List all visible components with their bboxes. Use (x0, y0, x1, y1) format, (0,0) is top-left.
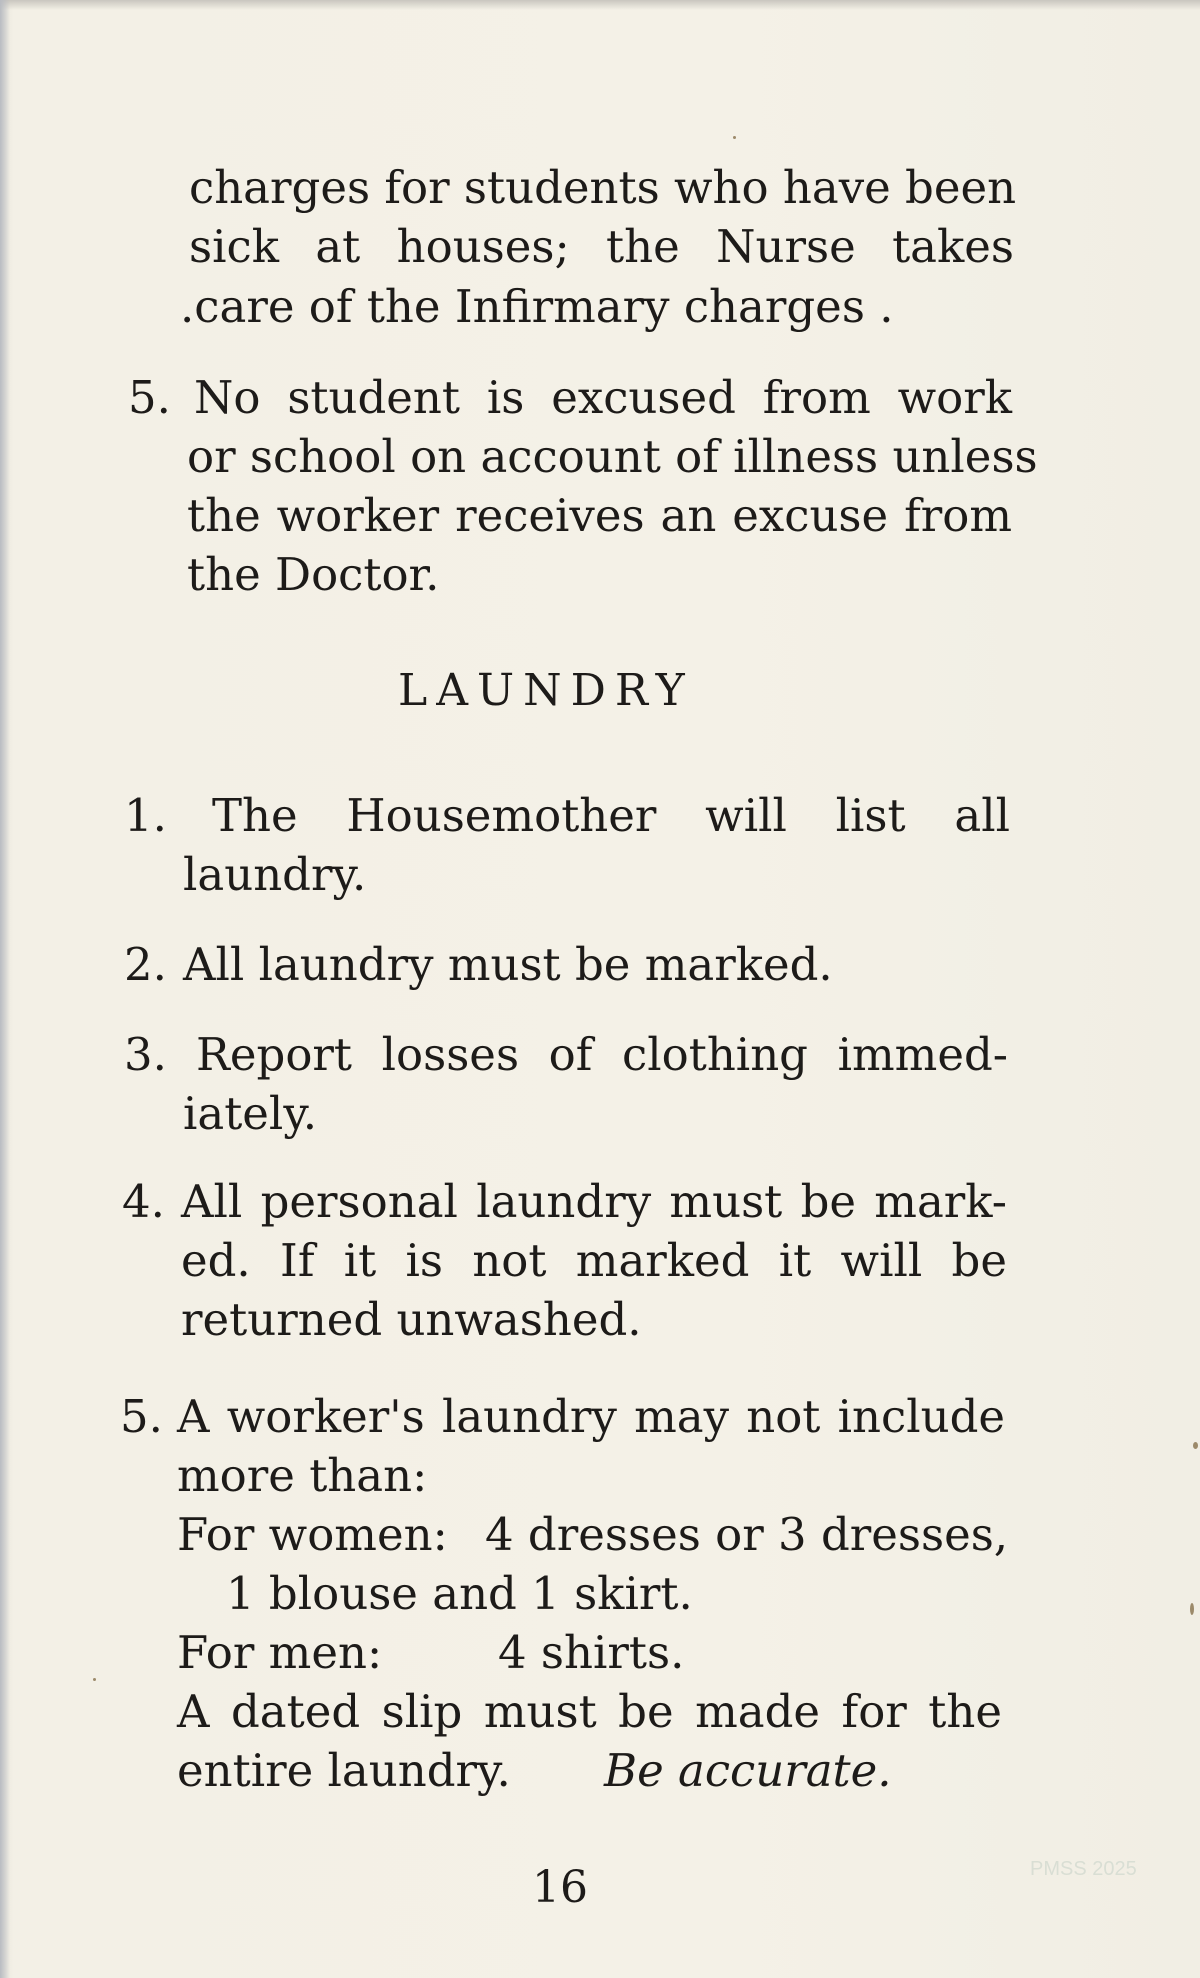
text-line: more than: (177, 1449, 428, 1502)
item-number: 1. (124, 789, 167, 842)
text-line: charges for students who have been (189, 161, 1017, 214)
paper-speck (1190, 1603, 1194, 1615)
text-line: laundry. (183, 848, 367, 901)
text-line: returned unwashed. (181, 1293, 642, 1346)
paper-speck (1193, 1442, 1198, 1449)
text-line: All laundry must be marked. (183, 938, 833, 991)
men-allowance: 4 shirts. (498, 1626, 685, 1679)
text-line: A worker's laundry may not include (177, 1390, 1005, 1443)
text-line: All personal laundry must be mark- (181, 1175, 1007, 1228)
slip-line: A dated slip must be made for the (177, 1685, 1002, 1738)
item-number: 2. (124, 938, 167, 991)
item-number: 5. (128, 371, 171, 424)
text-line: No student is excused from work (194, 371, 1012, 424)
emphasis-text: Be accurate. (604, 1744, 892, 1797)
page-number: 16 (532, 1862, 588, 1913)
text-line: iately. (183, 1087, 318, 1140)
paper-speck (733, 136, 736, 139)
text-line: ed. If it is not marked it will be (181, 1234, 1007, 1287)
text-line: the Doctor. (187, 548, 440, 601)
watermark: PMSS 2025 (1030, 1858, 1137, 1880)
top-edge-shadow (0, 0, 1200, 10)
text-line: the worker receives an excuse from (187, 489, 1012, 542)
text-line: or school on account of illness unless (187, 430, 1038, 483)
women-label: For women: (177, 1508, 448, 1561)
item-number: 5. (120, 1390, 163, 1443)
text-line: .care of the Infirmary charges . (180, 280, 894, 333)
final-line-plain: entire laundry. (177, 1744, 511, 1797)
women-allowance: 4 dresses or 3 dresses, (485, 1508, 1009, 1561)
paper-speck (93, 1678, 96, 1681)
section-heading: LAUNDRY (398, 665, 694, 716)
text-line: sick at houses; the Nurse takes (189, 220, 1014, 273)
text-line: Report losses of clothing immed- (196, 1028, 1008, 1081)
men-label: For men: (177, 1626, 383, 1679)
women-allowance-cont: 1 blouse and 1 skirt. (226, 1567, 693, 1620)
final-line-italic (604, 1741, 892, 1800)
item-number: 3. (124, 1028, 167, 1081)
text-line: The Housemother will list all (212, 789, 1010, 842)
item-number: 4. (122, 1175, 165, 1228)
left-edge-shadow (0, 0, 10, 1978)
